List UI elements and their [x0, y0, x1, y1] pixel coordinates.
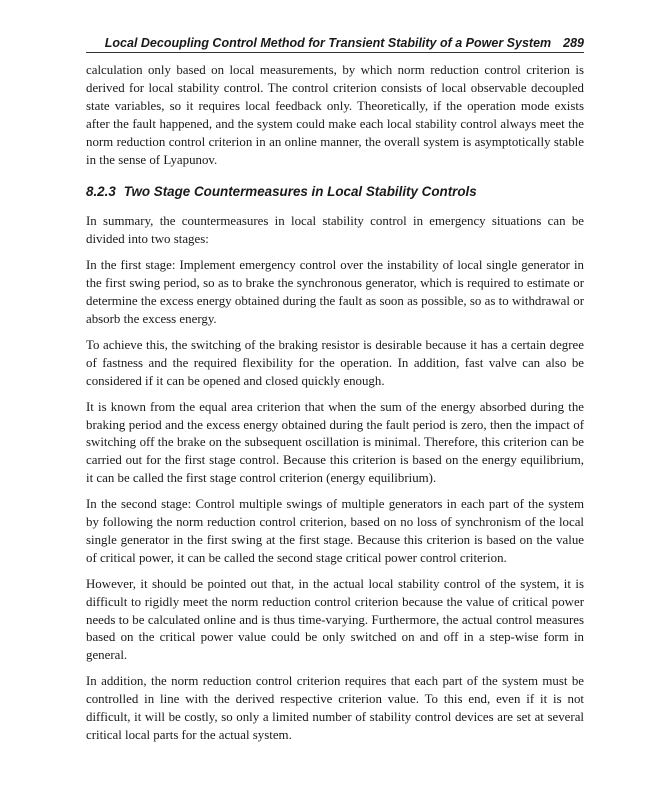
paragraph: In addition, the norm reduction control criterion requires that each part of the system must be controlled in line with the derived respective criterion value. To this end, even if it is not difficult, it will be costly, so only a limited number of stability control devices are set at several critical local parts for the actual system.	[86, 674, 584, 742]
page-body	[86, 62, 584, 753]
section-number: 8.2.3	[86, 184, 116, 200]
paragraph: However, it should be pointed out that, in the actual local stability control of the system, it is difficult to rigidly meet the norm reduction control criterion because the value of critical power needs to be calculated online and is thus time-varying. Furthermore, the actual control measures based on the critical power value could be only switched on and off in a step-wise form in general.	[86, 576, 584, 663]
paragraph: It is known from the equal area criterion that when the sum of the energy absorbed during the braking period and the excess energy obtained during the fault period is zero, then the impact of switching off the brake on the subsequent oscillation is minimal. Therefore, this criterion can be carried out for the first stage control. Because this criterion is based on the energy equilibrium, it can be called the first stage control criterion (energy equilibrium).	[86, 399, 584, 486]
paragraph: In summary, the countermeasures in local stability control in emergency situations can be divided into two stages:	[86, 214, 584, 247]
header-rule	[86, 52, 584, 53]
running-header	[86, 34, 584, 52]
paragraph: In the second stage: Control multiple swings of multiple generators in each part of the system by following the norm reduction control criterion, based on no loss of synchronism of the local single generator in the first swing at the first stage. Because this criterion is based on the value of critical power, it can be called the second stage critical power control criterion.	[86, 497, 584, 565]
paragraph: In the first stage: Implement emergency control over the instability of local single generator in the first swing period, so as to brake the synchronous generator, which is required to estimate or determine the excess energy obtained during the fault as soon as possible, so as to withdrawal or absorb the excess energy.	[86, 258, 584, 326]
page-number: 289	[563, 36, 584, 50]
paragraph: To achieve this, the switching of the braking resistor is desirable because it has a certain degree of fastness and the required flexibility for the operation. In addition, fast valve can also be considered if it can be opened and closed quickly enough.	[86, 337, 584, 388]
paragraph: calculation only based on local measurements, by which norm reduction control criterion is derived for local stability control. The control criterion consists of local observable decoupled state variables, so it requires local feedback only. Theoretically, if the operation mode exists after the fault happened, and the system could make each local stability control always meet the norm reduction control criterion in an online manner, the overall system is asymptotically stable in the sense of Lyapunov.	[86, 63, 584, 167]
section-heading	[86, 183, 584, 201]
running-header-title: Local Decoupling Control Method for Transient Stability of a Power System	[104, 36, 552, 50]
section-title: Two Stage Countermeasures in Local Stability Controls	[123, 184, 477, 200]
